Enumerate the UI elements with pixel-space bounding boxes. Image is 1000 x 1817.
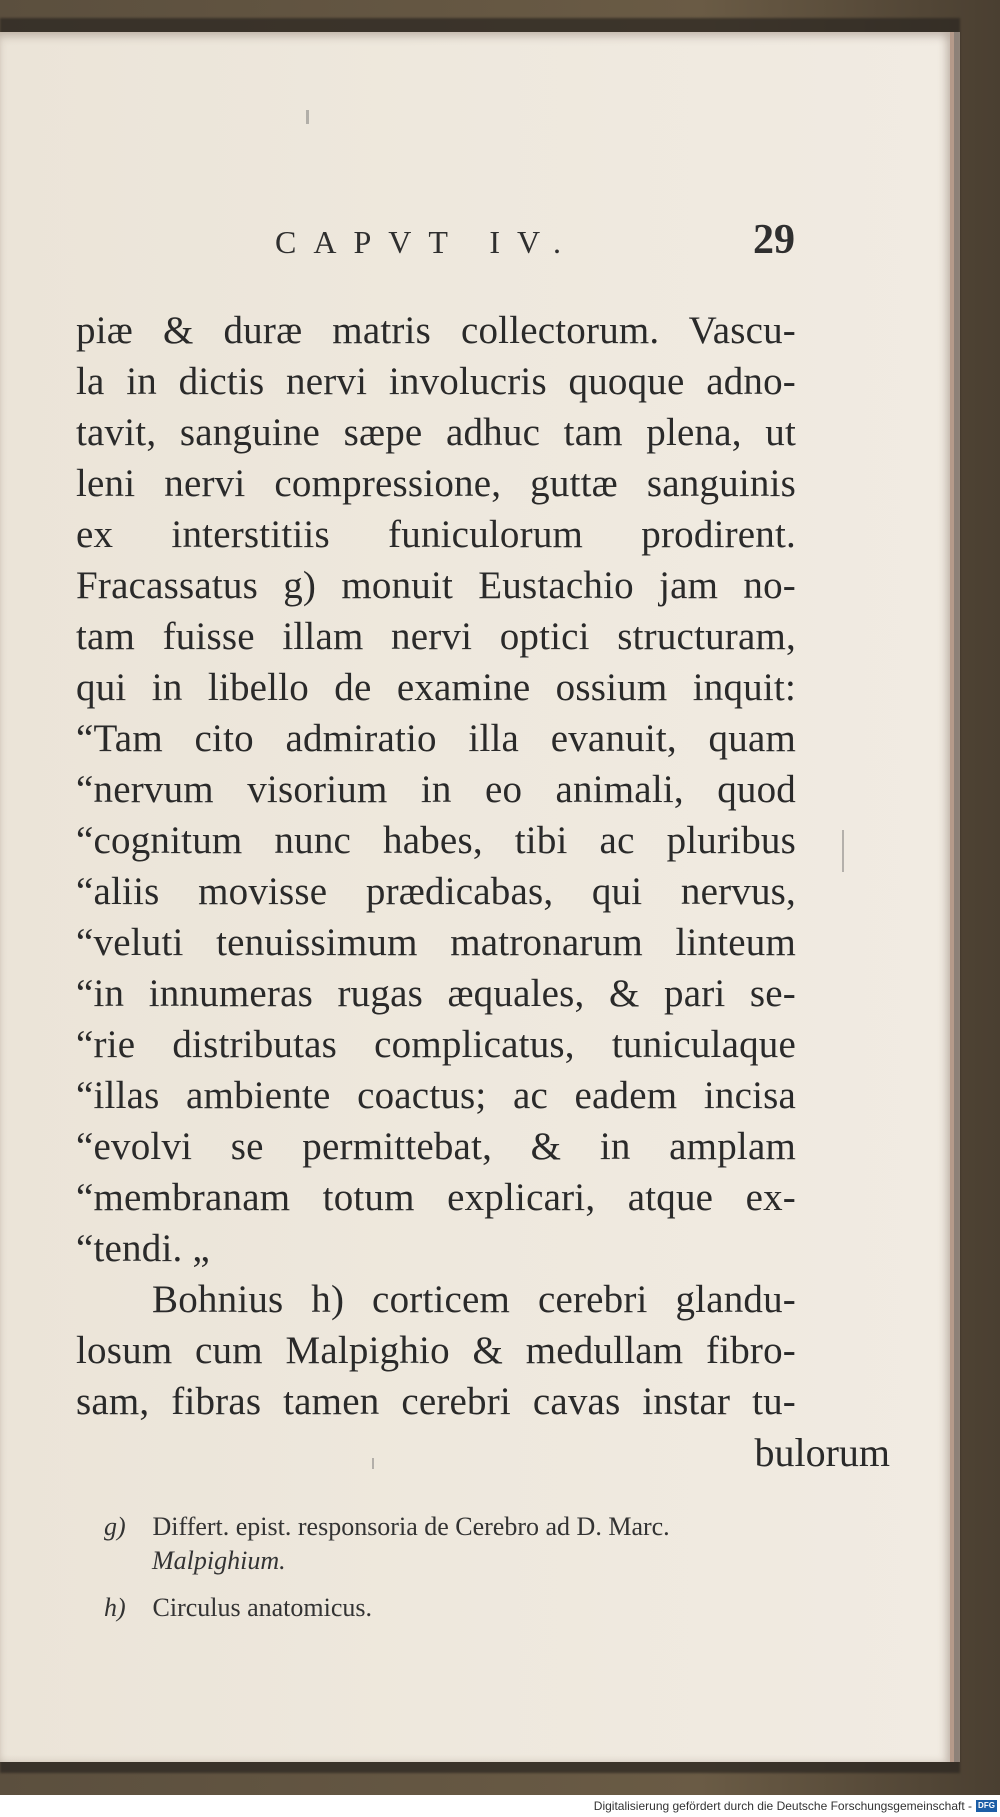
paper-speck xyxy=(372,1458,374,1469)
quote-line: “illas ambiente coactus; ac eadem incisa xyxy=(76,1074,796,1117)
digitization-footer xyxy=(0,1795,1000,1817)
footnotes xyxy=(104,1510,834,1638)
quote-line: “rie distributas complicatus, tuniculaque xyxy=(76,1023,796,1066)
text-line: losum cum Malpighio & medullam fibro- xyxy=(76,1329,796,1372)
quote-line: “nervum visorium in eo animali, quod xyxy=(76,768,796,811)
footnote-continuation: Malpighium. xyxy=(152,1546,286,1575)
footnote-mark: g) xyxy=(104,1512,126,1541)
scanned-page xyxy=(0,32,954,1762)
footnote-mark: h) xyxy=(104,1593,126,1622)
quote-line: “in innumeras rugas æquales, & pari se- xyxy=(76,972,796,1015)
text-line: ex interstitiis funiculorum prodirent. xyxy=(76,513,796,556)
page-number: 29 xyxy=(753,217,795,263)
text-line: leni nervi compressione, guttæ sanguinis xyxy=(76,462,796,505)
page-header xyxy=(275,214,795,274)
quote-line: “veluti tenuissimum matronarum linteum xyxy=(76,921,796,964)
quote-line: “Tam cito admiratio illa evanuit, quam xyxy=(76,717,796,760)
quote-line: “membranam totum explicari, atque ex- xyxy=(76,1176,796,1219)
running-head: CAPVT IV. xyxy=(275,224,578,260)
footnote-text-line: Circulus anatomicus. xyxy=(152,1593,373,1622)
dfg-logo: DFG xyxy=(976,1800,997,1812)
footnote-text-line: Differt. epist. responsoria de Cerebro ad D. Marc. xyxy=(152,1512,670,1541)
catchword: bulorum xyxy=(754,1430,890,1475)
quote-line: “aliis movisse prædicabas, qui nervus, xyxy=(76,870,796,913)
text-line: qui in libello de examine ossium inquit: xyxy=(76,666,796,709)
quote-line: “cognitum nunc habes, tibi ac pluribus xyxy=(76,819,796,862)
paper-speck xyxy=(306,110,309,124)
text-line: tam fuisse illam nervi optici structuram, xyxy=(76,615,796,658)
text-line: la in dictis nervi involucris quoque adno- xyxy=(76,360,796,403)
main-text xyxy=(76,305,796,1427)
text-line: Fracassatus g) monuit Eustachio jam no- xyxy=(76,564,796,607)
text-line: piæ & duræ matris collectorum. Vascu- xyxy=(76,309,796,352)
text-line: sam, fibras tamen cerebri cavas instar tu- xyxy=(76,1380,796,1423)
footnote-h xyxy=(104,1591,834,1625)
text-line: tavit, sanguine sæpe adhuc tam plena, ut xyxy=(76,411,796,454)
quote-line: “evolvi se permittebat, & in amplam xyxy=(76,1125,796,1168)
paper-speck xyxy=(842,830,844,872)
digitization-credit: Digitalisierung gefördert durch die Deutsche Forschungsgemeinschaft - xyxy=(593,1799,972,1813)
paragraph-start-line: Bohnius h) corticem cerebri glandu- xyxy=(152,1278,796,1321)
quote-line: “tendi. „ xyxy=(76,1227,210,1270)
footnote-g xyxy=(104,1510,834,1578)
